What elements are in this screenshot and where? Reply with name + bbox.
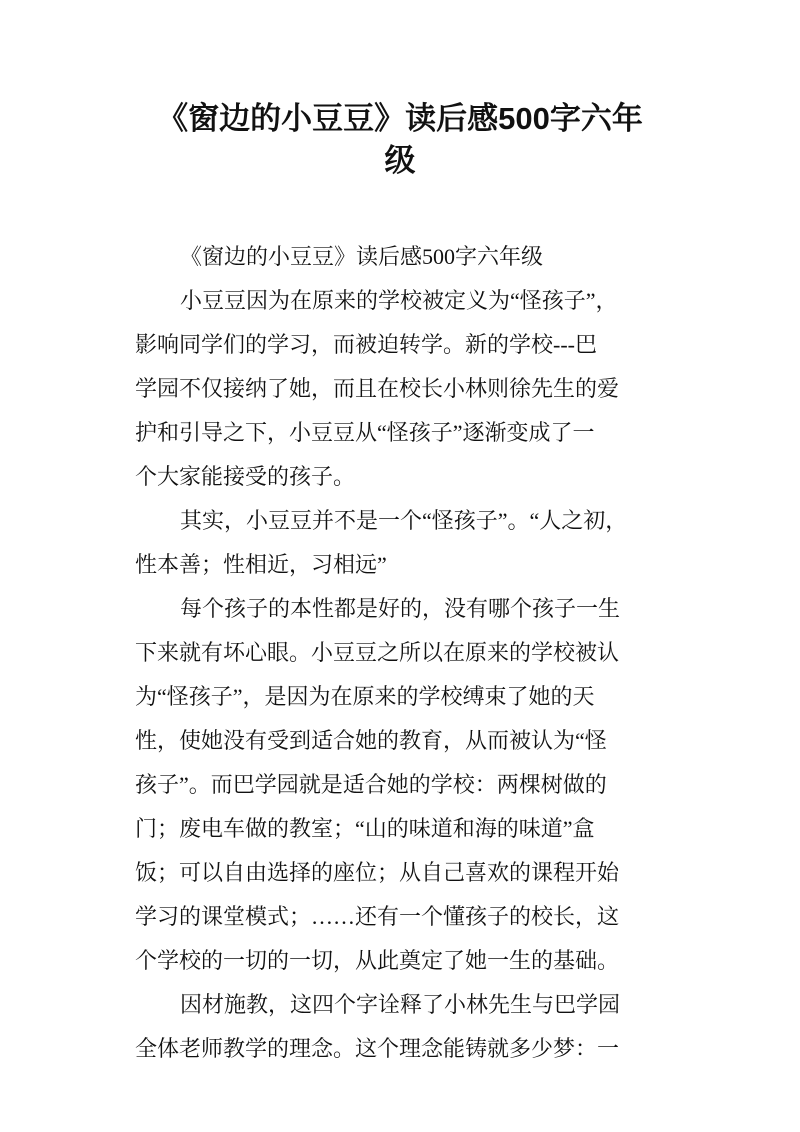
paragraph-line: 为“怪孩子”，是因为在原来的学校缚束了她的天 [135,684,595,709]
paragraph-line: 孩子”。而巴学园就是适合她的学校：两棵树做的 [135,772,607,797]
paragraph-line: 门；废电车做的教室；“山的味道和海的味道”盒 [135,816,595,841]
title-line-2: 级 [384,143,416,178]
paragraph-line: 饭；可以自由选择的座位；从自己喜欢的课程开始 [135,860,620,885]
title-line-1: 《窗边的小豆豆》读后感500字六年 [157,101,643,136]
paragraph-line: 其实，小豆豆并不是一个“怪孩子”。“人之初， [180,508,628,533]
paragraph-line: 影响同学们的学习，而被迫转学。新的学校---巴 [135,332,597,357]
paragraph-line: 个学校的一切的一切，从此奠定了她一生的基础。 [135,948,620,973]
subtitle: 《窗边的小豆豆》读后感500字六年级 [180,244,544,269]
paragraph-line: 全体老师教学的理念。这个理念能铸就多少梦：一 [135,1036,620,1061]
paragraph-line: 小豆豆因为在原来的学校被定义为“怪孩子”， [180,288,618,313]
paragraph-line: 因材施教，这四个字诠释了小林先生与巴学园 [180,992,621,1017]
document-body [135,240,675,1076]
document-title [0,98,800,182]
paragraph-line: 每个孩子的本性都是好的，没有哪个孩子一生 [180,596,621,621]
paragraph-line: 下来就有坏心眼。小豆豆之所以在原来的学校被认 [135,640,620,665]
paragraph-line: 学习的课堂模式；……还有一个懂孩子的校长，这 [135,904,620,929]
paragraph-line: 性本善；性相近，习相远” [135,552,387,577]
paragraph-line: 性，使她没有受到适合她的教育，从而被认为“怪 [135,728,607,753]
paragraph-line: 个大家能接受的孩子。 [135,464,356,489]
paragraph-line: 护和引导之下，小豆豆从“怪孩子”逐渐变成了一 [135,420,595,445]
paragraph-line: 学园不仅接纳了她，而且在校长小林则徐先生的爱 [135,376,620,401]
